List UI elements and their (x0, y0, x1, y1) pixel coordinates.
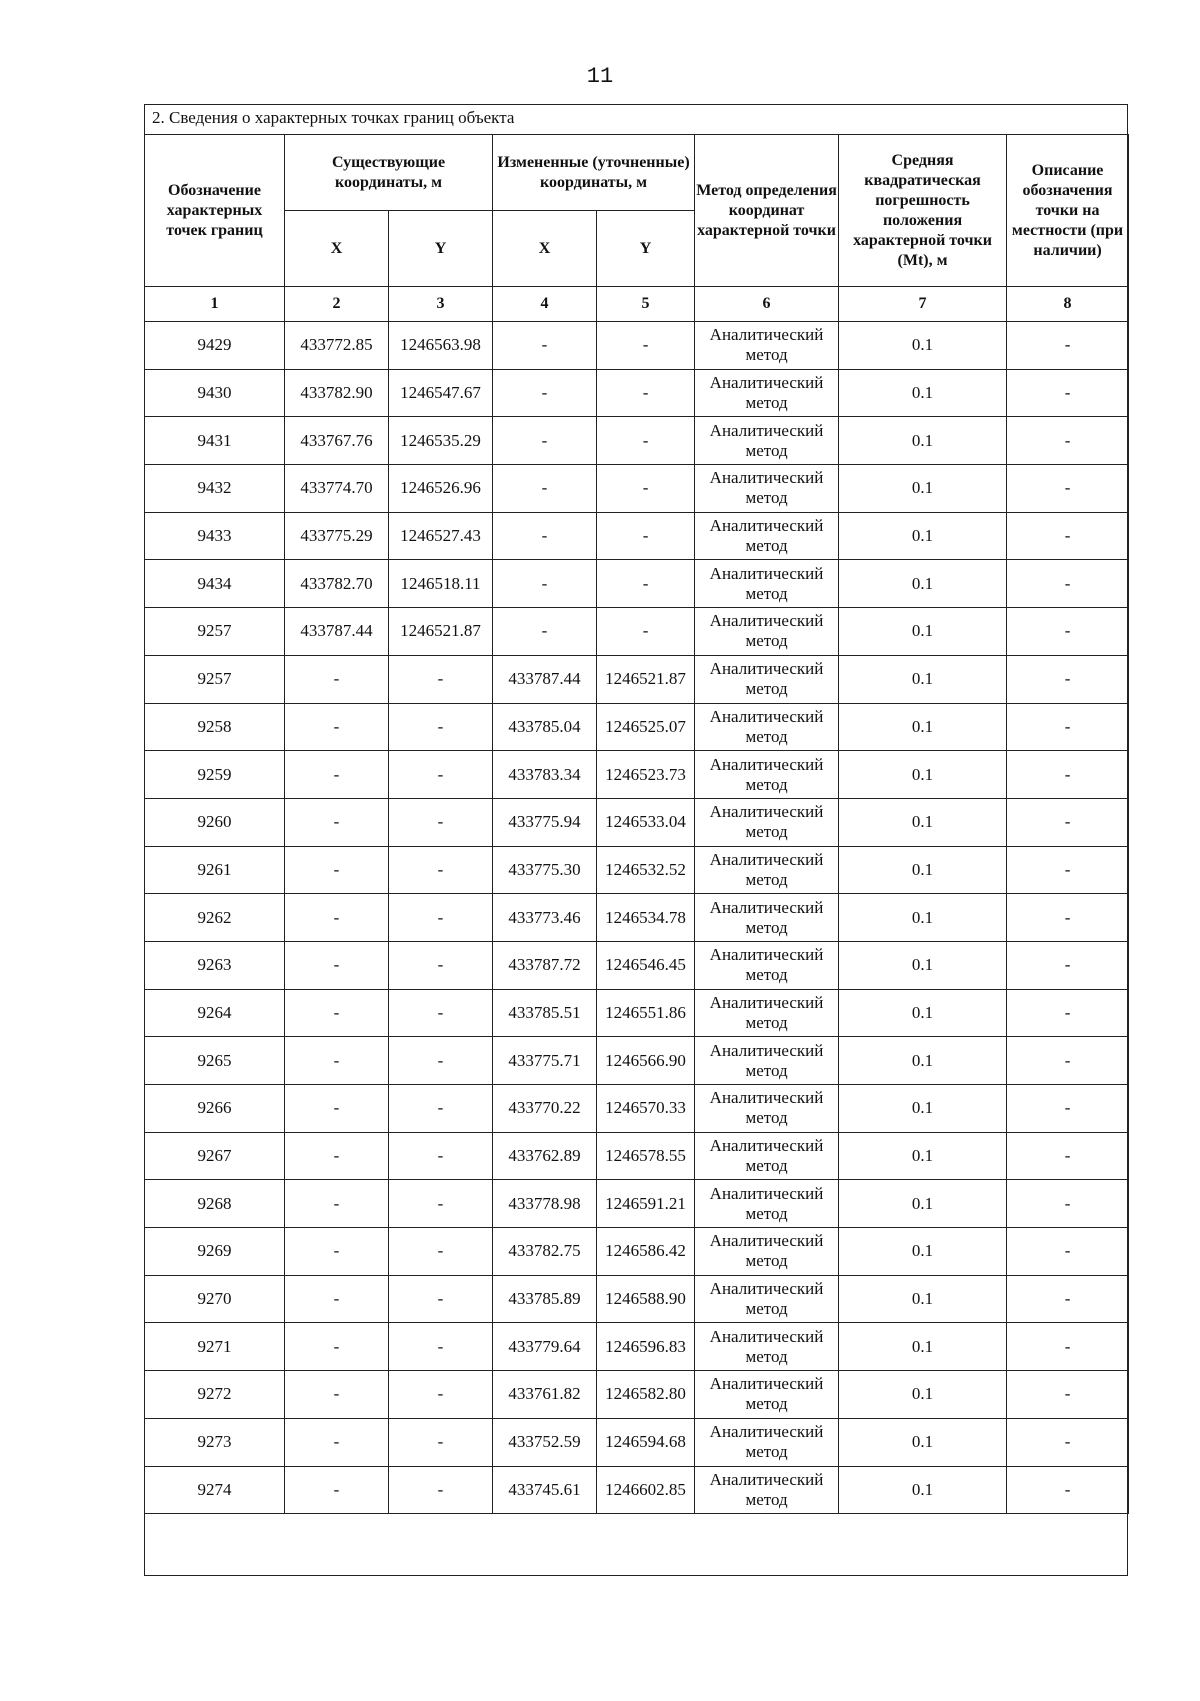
table-row (145, 703, 1129, 751)
changed-y-cell: 1246578.55 (597, 1132, 695, 1180)
point-id-cell: 9274 (145, 1466, 285, 1514)
description-cell: - (1007, 512, 1129, 560)
column-number: 3 (389, 287, 493, 322)
method-text: метод (745, 536, 788, 556)
method-cell (695, 798, 839, 846)
changed-y-cell: 1246591.21 (597, 1180, 695, 1228)
error-cell: 0.1 (839, 894, 1007, 942)
method-text: Аналитический (709, 992, 824, 1012)
changed-y-cell: 1246596.83 (597, 1323, 695, 1371)
changed-x-cell: 433745.61 (493, 1466, 597, 1514)
method-text: метод (745, 440, 788, 460)
method-text: метод (745, 1299, 788, 1319)
error-cell: 0.1 (839, 1323, 1007, 1371)
error-cell: 0.1 (839, 417, 1007, 465)
header-changed-coords: Измененные (уточненные) координаты, м (493, 135, 695, 211)
point-id-cell: 9433 (145, 512, 285, 560)
existing-x-cell: 433782.90 (285, 369, 389, 417)
point-id-cell: 9258 (145, 703, 285, 751)
existing-y-cell: - (389, 1085, 493, 1133)
table-row (145, 1466, 1129, 1514)
existing-x-cell: - (285, 1466, 389, 1514)
changed-x-cell: 433787.72 (493, 941, 597, 989)
method-text: Аналитический (709, 1088, 824, 1108)
method-text: Аналитический (709, 373, 824, 393)
changed-x-cell: - (493, 512, 597, 560)
table-row (145, 1275, 1129, 1323)
method-cell (695, 751, 839, 799)
method-text: Аналитический (709, 468, 824, 488)
existing-y-cell: - (389, 1466, 493, 1514)
method-text: Аналитический (709, 1279, 824, 1299)
error-cell: 0.1 (839, 369, 1007, 417)
method-text: метод (745, 631, 788, 651)
description-cell: - (1007, 417, 1129, 465)
point-id-cell: 9261 (145, 846, 285, 894)
changed-x-cell: - (493, 417, 597, 465)
method-text: метод (745, 1060, 788, 1080)
existing-y-cell: - (389, 846, 493, 894)
existing-y-cell: - (389, 1275, 493, 1323)
header-existing-x: X (285, 211, 389, 287)
method-text: метод (745, 1203, 788, 1223)
changed-y-cell: - (597, 465, 695, 513)
method-text: метод (745, 869, 788, 889)
method-cell (695, 1228, 839, 1276)
method-text: Аналитический (709, 1231, 824, 1251)
description-cell: - (1007, 1371, 1129, 1419)
changed-x-cell: - (493, 608, 597, 656)
header-method: Метод определения координат характерной точки (695, 135, 839, 287)
changed-x-cell: 433752.59 (493, 1418, 597, 1466)
existing-x-cell: - (285, 894, 389, 942)
existing-x-cell: - (285, 1418, 389, 1466)
existing-x-cell: - (285, 989, 389, 1037)
existing-x-cell: - (285, 1228, 389, 1276)
description-cell: - (1007, 1275, 1129, 1323)
existing-y-cell: - (389, 1037, 493, 1085)
method-cell (695, 465, 839, 513)
error-cell: 0.1 (839, 1275, 1007, 1323)
changed-y-cell: - (597, 322, 695, 370)
point-id-cell: 9272 (145, 1371, 285, 1419)
changed-y-cell: 1246523.73 (597, 751, 695, 799)
method-text: Аналитический (709, 945, 824, 965)
existing-y-cell: 1246527.43 (389, 512, 493, 560)
table-row (145, 894, 1129, 942)
method-text: Аналитический (709, 325, 824, 345)
existing-x-cell: - (285, 1132, 389, 1180)
column-number: 8 (1007, 287, 1129, 322)
method-text: Аналитический (709, 1183, 824, 1203)
header-error: Средняя квадратическая погрешность положения характерной точки (Mt), м (839, 135, 1007, 287)
error-cell: 0.1 (839, 846, 1007, 894)
point-id-cell: 9434 (145, 560, 285, 608)
method-text: метод (745, 1251, 788, 1271)
table-row (145, 1132, 1129, 1180)
existing-x-cell: - (285, 1085, 389, 1133)
existing-y-cell: - (389, 1418, 493, 1466)
column-number-row (145, 287, 1129, 322)
table-row (145, 941, 1129, 989)
point-id-cell: 9259 (145, 751, 285, 799)
existing-x-cell: - (285, 798, 389, 846)
page-number: 11 (586, 64, 614, 89)
description-cell: - (1007, 798, 1129, 846)
error-cell: 0.1 (839, 1180, 1007, 1228)
changed-x-cell: 433775.71 (493, 1037, 597, 1085)
changed-x-cell: 433775.94 (493, 798, 597, 846)
description-cell: - (1007, 894, 1129, 942)
method-text: Аналитический (709, 849, 824, 869)
error-cell: 0.1 (839, 322, 1007, 370)
changed-y-cell: - (597, 608, 695, 656)
changed-x-cell: 433778.98 (493, 1180, 597, 1228)
table-row (145, 989, 1129, 1037)
method-text: метод (745, 488, 788, 508)
method-text: Аналитический (709, 1469, 824, 1489)
error-cell: 0.1 (839, 989, 1007, 1037)
existing-y-cell: - (389, 1180, 493, 1228)
point-id-cell: 9266 (145, 1085, 285, 1133)
method-cell (695, 941, 839, 989)
method-cell (695, 703, 839, 751)
point-id-cell: 9271 (145, 1323, 285, 1371)
method-text: Аналитический (709, 754, 824, 774)
changed-x-cell: 433779.64 (493, 1323, 597, 1371)
changed-y-cell: - (597, 417, 695, 465)
method-text: метод (745, 774, 788, 794)
point-id-cell: 9429 (145, 322, 285, 370)
error-cell: 0.1 (839, 1466, 1007, 1514)
method-text: метод (745, 345, 788, 365)
error-cell: 0.1 (839, 941, 1007, 989)
point-id-cell: 9431 (145, 417, 285, 465)
changed-y-cell: 1246586.42 (597, 1228, 695, 1276)
changed-y-cell: 1246594.68 (597, 1418, 695, 1466)
existing-y-cell: 1246526.96 (389, 465, 493, 513)
existing-y-cell: - (389, 1323, 493, 1371)
table-row (145, 751, 1129, 799)
description-cell: - (1007, 1132, 1129, 1180)
point-id-cell: 9273 (145, 1418, 285, 1466)
method-cell (695, 512, 839, 560)
method-cell (695, 1180, 839, 1228)
method-text: Аналитический (709, 659, 824, 679)
method-text: Аналитический (709, 1326, 824, 1346)
method-text: метод (745, 1442, 788, 1462)
existing-y-cell: 1246521.87 (389, 608, 493, 656)
method-cell (695, 655, 839, 703)
method-text: Аналитический (709, 1422, 824, 1442)
changed-y-cell: 1246602.85 (597, 1466, 695, 1514)
existing-y-cell: - (389, 1132, 493, 1180)
description-cell: - (1007, 703, 1129, 751)
changed-x-cell: 433761.82 (493, 1371, 597, 1419)
existing-y-cell: - (389, 655, 493, 703)
method-text: метод (745, 393, 788, 413)
point-id-cell: 9432 (145, 465, 285, 513)
table-row (145, 1371, 1129, 1419)
header-description: Описание обозначения точки на местности (при наличии) (1007, 135, 1129, 287)
table-row (145, 512, 1129, 560)
existing-y-cell: 1246547.67 (389, 369, 493, 417)
table-row (145, 1180, 1129, 1228)
method-text: метод (745, 917, 788, 937)
point-id-cell: 9264 (145, 989, 285, 1037)
existing-x-cell: 433767.76 (285, 417, 389, 465)
column-number: 7 (839, 287, 1007, 322)
description-cell: - (1007, 751, 1129, 799)
table-row (145, 322, 1129, 370)
changed-y-cell: 1246534.78 (597, 894, 695, 942)
existing-x-cell: - (285, 1371, 389, 1419)
existing-x-cell: 433772.85 (285, 322, 389, 370)
point-id-cell: 9267 (145, 1132, 285, 1180)
header-designation: Обозначение характерных точек границ (145, 135, 285, 287)
method-cell (695, 1418, 839, 1466)
method-text: метод (745, 1012, 788, 1032)
changed-x-cell: 433773.46 (493, 894, 597, 942)
error-cell: 0.1 (839, 1085, 1007, 1133)
point-id-cell: 9265 (145, 1037, 285, 1085)
method-cell (695, 846, 839, 894)
method-text: Аналитический (709, 706, 824, 726)
existing-x-cell: - (285, 655, 389, 703)
existing-x-cell: - (285, 846, 389, 894)
existing-x-cell: 433787.44 (285, 608, 389, 656)
method-text: метод (745, 1156, 788, 1176)
existing-y-cell: - (389, 703, 493, 751)
description-cell: - (1007, 1037, 1129, 1085)
description-cell: - (1007, 560, 1129, 608)
description-cell: - (1007, 989, 1129, 1037)
changed-x-cell: 433785.89 (493, 1275, 597, 1323)
method-text: метод (745, 679, 788, 699)
error-cell: 0.1 (839, 560, 1007, 608)
column-number: 6 (695, 287, 839, 322)
error-cell: 0.1 (839, 1418, 1007, 1466)
point-id-cell: 9268 (145, 1180, 285, 1228)
table-row (145, 417, 1129, 465)
method-text: метод (745, 965, 788, 985)
table-row (145, 1418, 1129, 1466)
changed-y-cell: - (597, 560, 695, 608)
method-cell (695, 417, 839, 465)
header-existing-coords: Существующие координаты, м (285, 135, 493, 211)
existing-x-cell: - (285, 1275, 389, 1323)
changed-y-cell: 1246582.80 (597, 1371, 695, 1419)
changed-x-cell: 433787.44 (493, 655, 597, 703)
boundary-points-table (144, 134, 1129, 1514)
section-title: 2. Сведения о характерных точках границ объекта (152, 108, 515, 127)
changed-x-cell: 433785.04 (493, 703, 597, 751)
existing-y-cell: - (389, 798, 493, 846)
description-cell: - (1007, 1085, 1129, 1133)
error-cell: 0.1 (839, 1228, 1007, 1276)
point-id-cell: 9262 (145, 894, 285, 942)
error-cell: 0.1 (839, 703, 1007, 751)
changed-y-cell: 1246525.07 (597, 703, 695, 751)
changed-x-cell: 433785.51 (493, 989, 597, 1037)
changed-y-cell: 1246546.45 (597, 941, 695, 989)
existing-x-cell: - (285, 751, 389, 799)
description-cell: - (1007, 1466, 1129, 1514)
changed-x-cell: 433770.22 (493, 1085, 597, 1133)
table-row (145, 798, 1129, 846)
changed-x-cell: 433782.75 (493, 1228, 597, 1276)
method-text: метод (745, 1108, 788, 1128)
method-cell (695, 608, 839, 656)
method-text: Аналитический (709, 1374, 824, 1394)
changed-x-cell: - (493, 465, 597, 513)
changed-x-cell: 433783.34 (493, 751, 597, 799)
error-cell: 0.1 (839, 1132, 1007, 1180)
existing-x-cell: - (285, 1323, 389, 1371)
description-cell: - (1007, 1180, 1129, 1228)
error-cell: 0.1 (839, 1037, 1007, 1085)
column-number: 2 (285, 287, 389, 322)
method-text: Аналитический (709, 420, 824, 440)
header-existing-y: Y (389, 211, 493, 287)
table-row (145, 655, 1129, 703)
error-cell: 0.1 (839, 1371, 1007, 1419)
existing-y-cell: - (389, 941, 493, 989)
existing-x-cell: - (285, 1180, 389, 1228)
table-row (145, 465, 1129, 513)
method-cell (695, 989, 839, 1037)
method-text: Аналитический (709, 516, 824, 536)
error-cell: 0.1 (839, 512, 1007, 560)
method-cell (695, 1323, 839, 1371)
method-text: Аналитический (709, 1136, 824, 1156)
existing-x-cell: - (285, 1037, 389, 1085)
changed-y-cell: 1246532.52 (597, 846, 695, 894)
point-id-cell: 9257 (145, 608, 285, 656)
changed-x-cell: - (493, 560, 597, 608)
method-cell (695, 369, 839, 417)
method-text: метод (745, 1346, 788, 1366)
description-cell: - (1007, 941, 1129, 989)
existing-y-cell: 1246518.11 (389, 560, 493, 608)
method-text: Аналитический (709, 563, 824, 583)
method-cell (695, 1466, 839, 1514)
table-row (145, 369, 1129, 417)
changed-y-cell: 1246521.87 (597, 655, 695, 703)
column-number: 1 (145, 287, 285, 322)
description-cell: - (1007, 465, 1129, 513)
table-row (145, 1323, 1129, 1371)
point-id-cell: 9257 (145, 655, 285, 703)
method-cell (695, 1037, 839, 1085)
method-text: метод (745, 583, 788, 603)
description-cell: - (1007, 322, 1129, 370)
table-row (145, 1037, 1129, 1085)
description-cell: - (1007, 1228, 1129, 1276)
changed-x-cell: 433762.89 (493, 1132, 597, 1180)
existing-y-cell: 1246535.29 (389, 417, 493, 465)
method-cell (695, 1085, 839, 1133)
method-cell (695, 894, 839, 942)
changed-y-cell: 1246533.04 (597, 798, 695, 846)
description-cell: - (1007, 369, 1129, 417)
point-id-cell: 9270 (145, 1275, 285, 1323)
existing-x-cell: 433775.29 (285, 512, 389, 560)
existing-x-cell: - (285, 941, 389, 989)
column-number: 5 (597, 287, 695, 322)
column-number: 4 (493, 287, 597, 322)
existing-x-cell: 433782.70 (285, 560, 389, 608)
existing-y-cell: - (389, 751, 493, 799)
table-row (145, 1228, 1129, 1276)
header-changed-y: Y (597, 211, 695, 287)
changed-x-cell: - (493, 322, 597, 370)
existing-y-cell: - (389, 1371, 493, 1419)
point-id-cell: 9269 (145, 1228, 285, 1276)
table-row (145, 560, 1129, 608)
description-cell: - (1007, 1418, 1129, 1466)
method-text: метод (745, 1394, 788, 1414)
method-cell (695, 1371, 839, 1419)
changed-y-cell: - (597, 512, 695, 560)
method-text: Аналитический (709, 1040, 824, 1060)
method-cell (695, 1132, 839, 1180)
changed-y-cell: 1246570.33 (597, 1085, 695, 1133)
method-text: Аналитический (709, 802, 824, 822)
point-id-cell: 9430 (145, 369, 285, 417)
changed-x-cell: 433775.30 (493, 846, 597, 894)
error-cell: 0.1 (839, 751, 1007, 799)
point-id-cell: 9260 (145, 798, 285, 846)
description-cell: - (1007, 1323, 1129, 1371)
table-row (145, 846, 1129, 894)
existing-x-cell: - (285, 703, 389, 751)
method-text: Аналитический (709, 897, 824, 917)
method-text: Аналитический (709, 611, 824, 631)
changed-x-cell: - (493, 369, 597, 417)
point-id-cell: 9263 (145, 941, 285, 989)
existing-x-cell: 433774.70 (285, 465, 389, 513)
existing-y-cell: - (389, 989, 493, 1037)
error-cell: 0.1 (839, 798, 1007, 846)
changed-y-cell: 1246588.90 (597, 1275, 695, 1323)
table-row (145, 1085, 1129, 1133)
table-row (145, 608, 1129, 656)
description-cell: - (1007, 846, 1129, 894)
description-cell: - (1007, 655, 1129, 703)
error-cell: 0.1 (839, 655, 1007, 703)
method-cell (695, 1275, 839, 1323)
existing-y-cell: - (389, 894, 493, 942)
method-cell (695, 560, 839, 608)
changed-y-cell: - (597, 369, 695, 417)
method-text: метод (745, 822, 788, 842)
error-cell: 0.1 (839, 608, 1007, 656)
changed-y-cell: 1246566.90 (597, 1037, 695, 1085)
error-cell: 0.1 (839, 465, 1007, 513)
existing-y-cell: - (389, 1228, 493, 1276)
existing-y-cell: 1246563.98 (389, 322, 493, 370)
method-text: метод (745, 726, 788, 746)
method-cell (695, 322, 839, 370)
changed-y-cell: 1246551.86 (597, 989, 695, 1037)
header-changed-x: X (493, 211, 597, 287)
table-body (145, 322, 1129, 1514)
description-cell: - (1007, 608, 1129, 656)
method-text: метод (745, 1489, 788, 1509)
